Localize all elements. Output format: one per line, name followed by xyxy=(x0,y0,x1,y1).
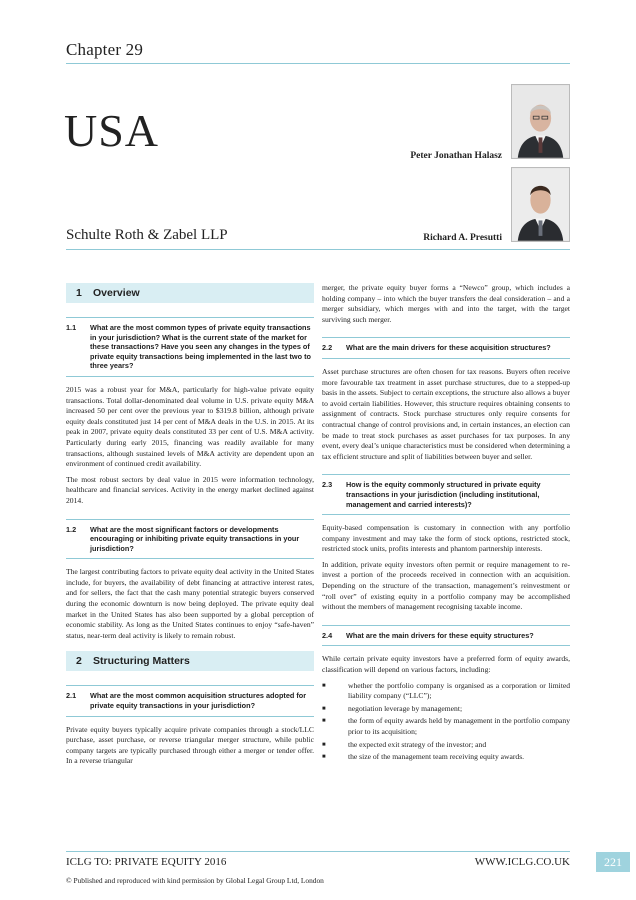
question-number: 2.1 xyxy=(66,691,77,701)
question-text: What are the most common acquisition structures adopted for private equity transactions in your jurisdiction? xyxy=(90,691,307,711)
question-2-3 xyxy=(322,474,570,515)
list-item xyxy=(322,740,570,751)
question-number: 1.1 xyxy=(66,323,77,332)
question-number: 1.2 xyxy=(66,524,77,534)
section-heading-structuring xyxy=(66,651,314,671)
header-rule-top xyxy=(66,63,570,64)
question-text: How is the equity commonly structured in private equity transactions in your jurisdiction (including institutional, management and carried interests)? xyxy=(346,480,541,509)
paragraph: While certain private equity investors have a preferred form of equity awards, classification will depend on various factors, including: xyxy=(322,654,570,675)
list-item-text: the expected exit strategy of the investor; and xyxy=(348,739,487,749)
paragraph: 2015 was a robust year for M&A, particularly for high-value private equity transactions. Total dollar-denominated deal volume in U.S. private equity M&A increased 50 per cent over the previous year to $319.8 billion, although private equity deals constituted just 14 per cent of M&A deals in the U.S. in 2015. At its peak in 2007, private equity deals constituted 33 per cent of U.S. M&A activity. Particularly during early 2015, financing was readily available for many transactions, although sustained levels of M&A activity are dependent upon an environment of continued credit availability. xyxy=(66,384,314,469)
paragraph: The most robust sectors by deal value in 2015 were information technology, healthcare and financial services. Activity in the energy market declined against 2014. xyxy=(66,474,314,505)
list-item-text: negotiation leverage by management; xyxy=(348,703,463,713)
list-item xyxy=(322,716,570,737)
paragraph: Equity-based compensation is customary in connection with any portfolio company investment and may take the form of stock options, restricted stock, restricted stock units, profits interests and phantom partnership interests. xyxy=(322,523,570,554)
square-bullet-icon: ■ xyxy=(322,754,326,761)
publication-title: ICLG TO: PRIVATE EQUITY 2016 xyxy=(66,856,227,868)
list-item xyxy=(322,681,570,702)
section-title: Structuring Matters xyxy=(93,655,190,668)
question-2-4 xyxy=(322,625,570,647)
portrait-icon xyxy=(512,85,569,158)
portrait-icon xyxy=(512,168,569,241)
square-bullet-icon: ■ xyxy=(322,718,326,725)
question-text: What are the main drivers for these acquisition structures? xyxy=(346,343,551,353)
question-number: 2.3 xyxy=(322,480,333,490)
list-item-text: the size of the management team receiving equity awards. xyxy=(348,752,525,762)
paragraph: merger, the private equity buyer forms a “Newco” group, which includes a holding company – into which the buyer transfers the deal consideration – and a merger subsidiary, which merges with and into the target, with the target surviving such merger. xyxy=(322,283,570,324)
page-number: 221 xyxy=(596,852,630,872)
question-2-1 xyxy=(66,685,314,716)
list-item xyxy=(322,704,570,715)
paragraph: Asset purchase structures are often chosen for tax reasons. Buyers often receive more favourable tax treatment in asset purchase structures, due to a stepped-up basis in the assets. Subject to certain exceptions, the structure also allows a buyer to avoid certain liabilities. However, this structure requires obtaining consents to assignment of contracts. Stock purchase structures only require consents for contractual change of control provisions and, in certain instances, an election can be made to treat stock purchases as asset purchases for tax purposes. In any event, every deal’s unique characteristics must be considered when determining a tax efficient structure and split of liabilities between buyer and seller. xyxy=(322,366,570,461)
paragraph: In addition, private equity investors often permit or require management to re-invest a portion of the proceeds received in connection with an acquisition. Depending on the structure of the transaction, management’s reinvestment or “roll over” of existing equity in a portfolio company may be accomplished without the members of management recognising taxable income. xyxy=(322,559,570,612)
author-name-1: Peter Jonathan Halasz xyxy=(410,151,502,161)
question-2-2 xyxy=(322,337,570,359)
list-item xyxy=(322,752,570,763)
question-text: What are the main drivers for these equity structures? xyxy=(346,630,534,640)
firm-name: Schulte Roth & Zabel LLP xyxy=(66,227,228,243)
bullet-list xyxy=(322,681,570,763)
paragraph: Private equity buyers typically acquire private companies through a stock/LLC purchase, asset purchase, or reverse triangular merger structure, while public company targets are typically purchased through either a merger or tender offer. In a reverse triangular xyxy=(66,724,314,766)
website-link[interactable]: WWW.ICLG.CO.UK xyxy=(474,856,570,868)
country-title: USA xyxy=(64,105,160,156)
list-item-text: the form of equity awards held by management in the portfolio company prior to its acquisition; xyxy=(348,716,570,736)
question-1-2 xyxy=(66,519,314,560)
section-number: 1 xyxy=(76,287,82,299)
square-bullet-icon: ■ xyxy=(322,682,326,689)
question-number: 2.4 xyxy=(322,630,333,640)
paragraph: The largest contributing factors to private equity deal activity in the United States include, for buyers, the availability of debt financing at attractive interest rates, and for sellers, the fact that the cash many potential strategic buyers conserved during the economic downturn is now being deployed. The private equity deal market in the United States has also been supported by a global perception of economic stability. As long as the United States continues to enjoy “safe-haven” status, near-term deal activity is likely to remain robust. xyxy=(66,567,314,640)
section-heading-overview xyxy=(66,283,314,303)
copyright-notice: © Published and reproduced with kind permission by Global Legal Group Ltd, London xyxy=(66,876,324,885)
header-rule-bottom xyxy=(66,249,570,250)
section-title: Overview xyxy=(93,287,140,299)
question-text: What are the most common types of private equity transactions in your jurisdiction? What is the current state of the market for these transactions? Have you seen any changes in the types of private equity transactions being implemented in the last two to three years? xyxy=(90,323,311,371)
left-column xyxy=(66,283,314,772)
author-name-2: Richard A. Presutti xyxy=(423,233,502,243)
square-bullet-icon: ■ xyxy=(322,741,326,748)
chapter-label: Chapter 29 xyxy=(66,40,144,59)
footer-rule xyxy=(66,851,570,852)
section-number: 2 xyxy=(76,655,82,668)
author-photo-halasz xyxy=(511,84,570,159)
right-column xyxy=(322,283,570,765)
list-item-text: whether the portfolio company is organised as a corporation or limited liability company (“LLC”); xyxy=(348,680,570,701)
square-bullet-icon: ■ xyxy=(322,705,326,712)
question-1-1 xyxy=(66,317,314,377)
author-photo-presutti xyxy=(511,167,570,242)
question-number: 2.2 xyxy=(322,343,333,353)
question-text: What are the most significant factors or developments encouraging or inhibiting private equity transactions in your jurisdiction? xyxy=(90,524,300,553)
